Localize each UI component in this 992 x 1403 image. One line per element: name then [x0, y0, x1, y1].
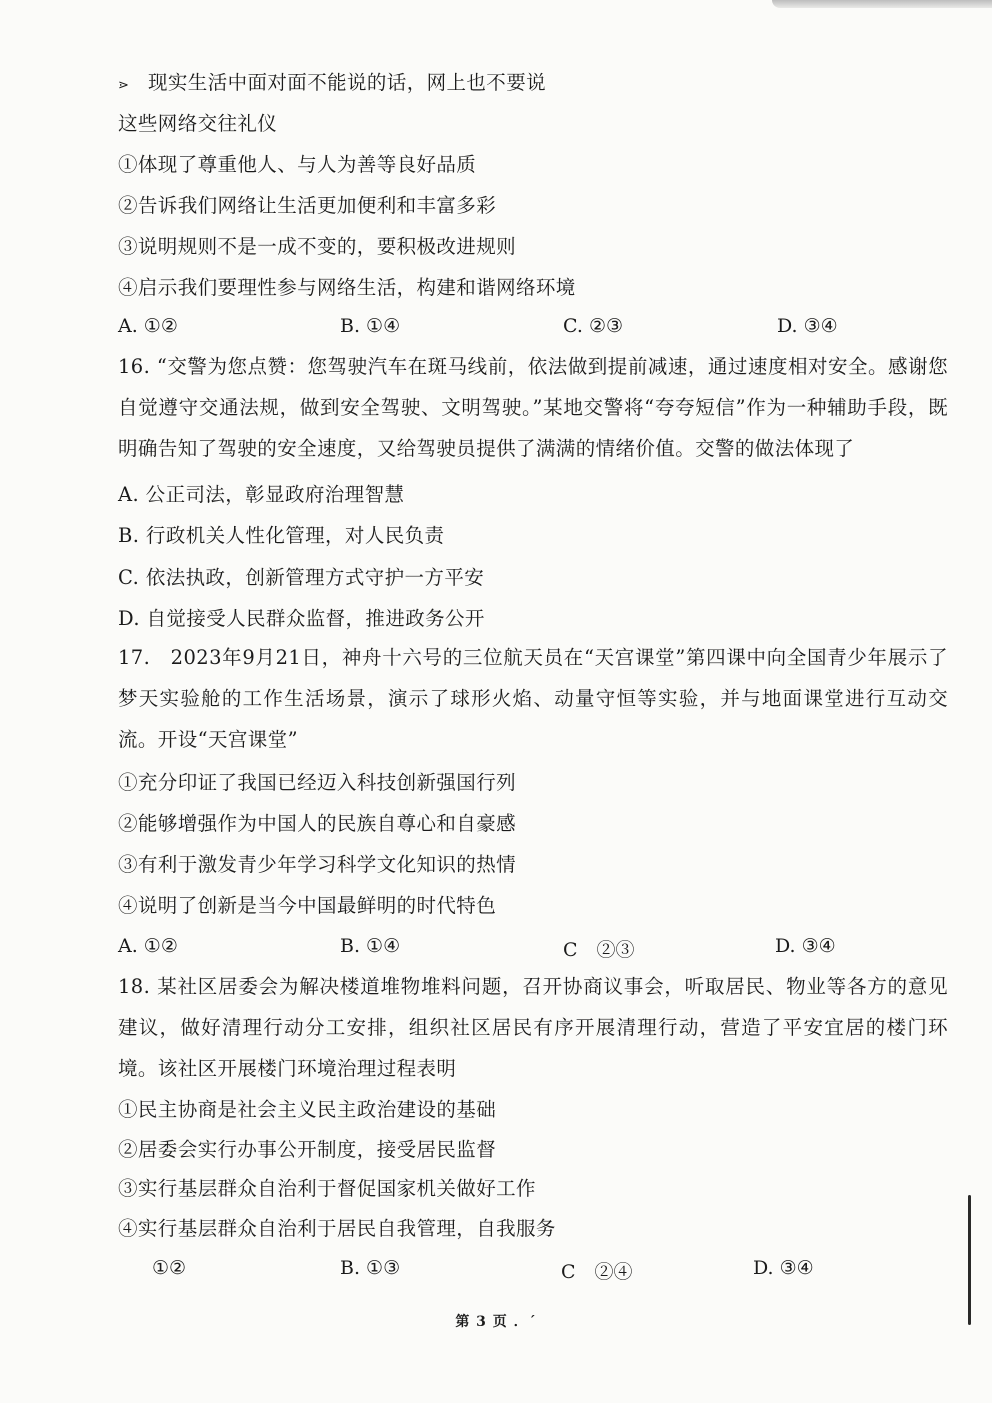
q18-option-a[interactable]: ①② — [152, 1257, 187, 1279]
q17-option-b[interactable]: B. ①④ — [340, 935, 401, 957]
q16-option-d[interactable]: D. 自觉接受人民群众监督，推进政务公开 — [118, 607, 485, 630]
q15-statement-3: ③说明规则不是一成不变的，要积极改进规则 — [118, 235, 517, 258]
q15-options — [0, 315, 992, 341]
page-number: 第 3 页 ．ˊ — [455, 1314, 537, 1330]
q17-option-c[interactable]: C ②③ — [563, 939, 635, 961]
q17-statement-3: ③有利于激发青少年学习科学文化知识的热情 — [118, 853, 517, 876]
arrow-bullet-icon: ⋗ — [118, 78, 130, 93]
q18-statement-3: ③实行基层群众自治利于督促国家机关做好工作 — [118, 1177, 536, 1200]
q16-option-a[interactable]: A. 公正司法，彰显政府治理智慧 — [118, 483, 405, 506]
q15-statement-2: ②告诉我们网络让生活更加便利和丰富多彩 — [118, 194, 497, 217]
q17-options — [0, 935, 992, 961]
q17-stem: 17. 2023年9月21日，神舟十六号的三位航天员在“天宫课堂”第四课中向全国青少年展示了梦天实验舱的工作生活场景，演示了球形火焰、动量守恒等实验，并与地面课堂进行互动交流。开设“天宫课堂” — [118, 646, 948, 751]
q15-option-a[interactable]: A. ①② — [118, 315, 178, 337]
q17-option-a[interactable]: A. ①② — [118, 935, 178, 957]
q18-option-c[interactable]: C ②④ — [561, 1261, 633, 1283]
q17-statement-1: ①充分印证了我国已经迈入科技创新强国行列 — [118, 771, 517, 794]
q15-stem: 这些网络交往礼仪 — [118, 112, 278, 135]
q15-option-d[interactable]: D. ③④ — [777, 315, 838, 337]
q18-stem: 18. 某社区居委会为解决楼道堆物堆料问题，召开协商议事会，听取居民、物业等各方的意见建议，做好清理行动分工安排，组织社区居民有序开展清理行动，营造了平安宜居的楼门环境。该社区开展楼门环境治理过程表明 — [118, 975, 948, 1080]
q18-options — [0, 1257, 992, 1283]
previous-item-line — [118, 70, 546, 99]
q17-statement-4: ④说明了创新是当今中国最鲜明的时代特色 — [118, 894, 497, 917]
q16-option-b[interactable]: B. 行政机关人性化管理，对人民负责 — [118, 524, 445, 547]
q15-statement-4: ④启示我们要理性参与网络生活，构建和谐网络环境 — [118, 276, 576, 299]
q15-statement-1: ①体现了尊重他人、与人为善等良好品质 — [118, 153, 477, 176]
q18-option-d[interactable]: D. ③④ — [753, 1257, 814, 1279]
previous-item-text: 现实生活中面对面不能说的话，网上也不要说 — [148, 71, 547, 94]
scan-corner-shadow — [772, 0, 992, 8]
q16-stem: 16. “交警为您点赞：您驾驶汽车在斑马线前，依法做到提前减速，通过速度相对安全。感谢您自觉遵守交通法规，做到安全驾驶、文明驾驶。”某地交警将“夸夸短信”作为一种辅助手段，既明确告知了驾驶的安全速度，又给驾驶员提供了满满的情绪价值。交警的做法体现了 — [118, 355, 948, 460]
q15-option-c[interactable]: C. ②③ — [563, 315, 624, 337]
q16-option-c[interactable]: C. 依法执政，创新管理方式守护一方平安 — [118, 566, 485, 589]
q18-option-b[interactable]: B. ①③ — [340, 1257, 401, 1279]
q17-statement-2: ②能够增强作为中国人的民族自尊心和自豪感 — [118, 812, 517, 835]
q17-option-d[interactable]: D. ③④ — [775, 935, 836, 957]
q18-statement-4: ④实行基层群众自治利于居民自我管理，自我服务 — [118, 1217, 556, 1240]
q15-option-b[interactable]: B. ①④ — [340, 315, 401, 337]
q18-statement-1: ①民主协商是社会主义民主政治建设的基础 — [118, 1098, 497, 1121]
q18-statement-2: ②居委会实行办事公开制度，接受居民监督 — [118, 1138, 497, 1161]
